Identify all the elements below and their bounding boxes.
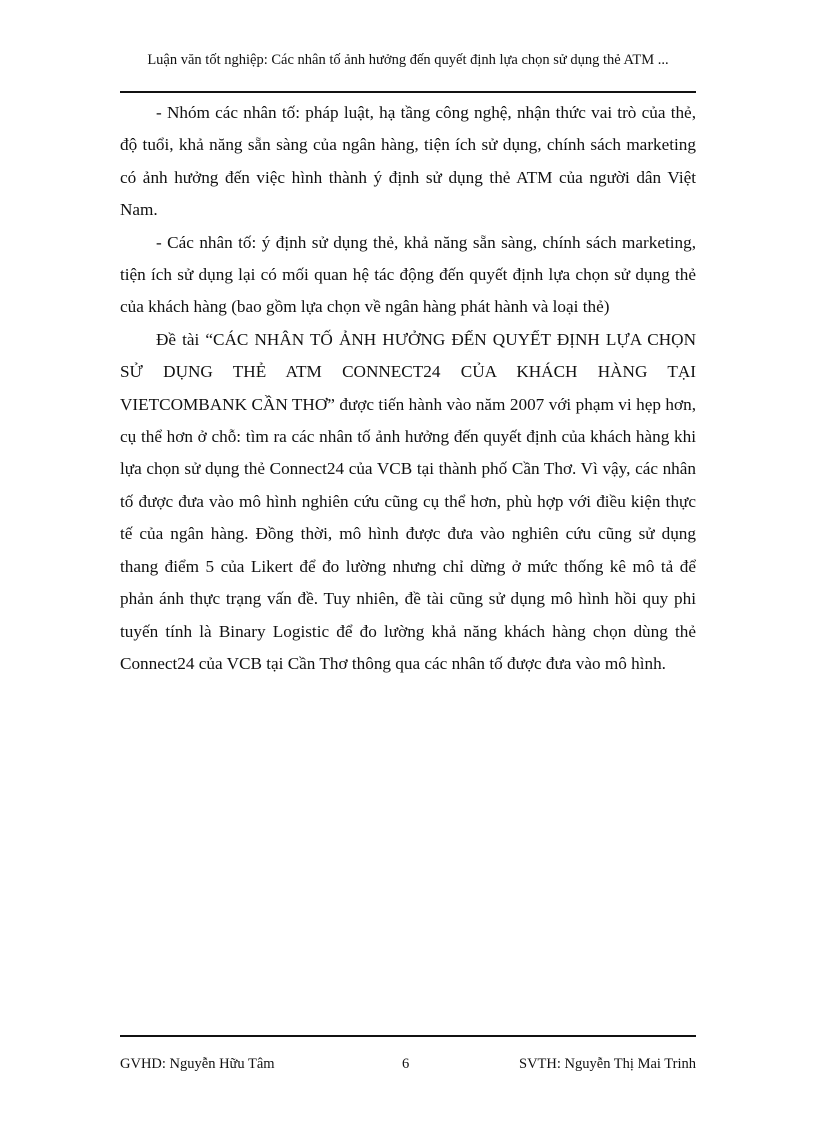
- footer-divider: [120, 1035, 696, 1037]
- page-footer: [120, 1055, 696, 1073]
- paragraph-intention-factors: - Các nhân tố: ý định sử dụng thẻ, khả năng sẵn sàng, chính sách marketing, tiện ích sử dụng lại có mối quan hệ tác động đến quyết định lựa chọn sử dụng thẻ của khách hàng (bao gồm lựa chọn về ngân hàng phát hành và loại thẻ): [120, 232, 696, 317]
- page-header: Luận văn tốt nghiệp: Các nhân tố ảnh hưởng đến quyết định lựa chọn sử dụng thẻ ATM ...: [147, 52, 669, 68]
- footer-advisor: GVHD: Nguyễn Hữu Tâm: [120, 1056, 275, 1072]
- page-number: 6: [402, 1056, 410, 1072]
- body-text: [120, 97, 696, 680]
- header-divider: [120, 91, 696, 93]
- footer-student: SVTH: Nguyễn Thị Mai Trinh: [519, 1056, 696, 1072]
- paragraph-legal-factors: - Nhóm các nhân tố: pháp luật, hạ tầng công nghệ, nhận thức vai trò của thẻ, độ tuổi, khả năng sẵn sàng của ngân hàng, tiện ích sử dụng, chính sách marketing có ảnh hưởng đến việc hình thành ý định sử dụng thẻ ATM của người dân Việt Nam.: [120, 103, 696, 220]
- paragraph-study-description: Đề tài “CÁC NHÂN TỐ ẢNH HƯỞNG ĐẾN QUYẾT ĐỊNH LỰA CHỌN SỬ DỤNG THẺ ATM CONNECT24 CỦA KHÁCH HÀNG TẠI VIETCOMBANK CẦN THƠ” được tiến hành vào năm 2007 với phạm vi hẹp hơn, cụ thể hơn ở chỗ: tìm ra các nhân tố ảnh hưởng đến quyết định của khách hàng khi lựa chọn sử dụng thẻ Connect24 của VCB tại thành phố Cần Thơ. Vì vậy, các nhân tố được đưa vào mô hình nghiên cứu cũng cụ thể hơn, phù hợp với điều kiện thực tế của ngân hàng. Đồng thời, mô hình được đưa vào nghiên cứu cũng sử dụng thang điểm 5 của Likert để đo lường nhưng chỉ dừng ở mức thống kê mô tả để phản ánh thực trạng vấn đề. Tuy nhiên, đề tài cũng sử dụng mô hình hồi quy phi tuyến tính là Binary Logistic để đo lường khả năng khách hàng chọn dùng thẻ Connect24 của VCB tại Cần Thơ thông qua các nhân tố được đưa vào mô hình.: [120, 329, 696, 673]
